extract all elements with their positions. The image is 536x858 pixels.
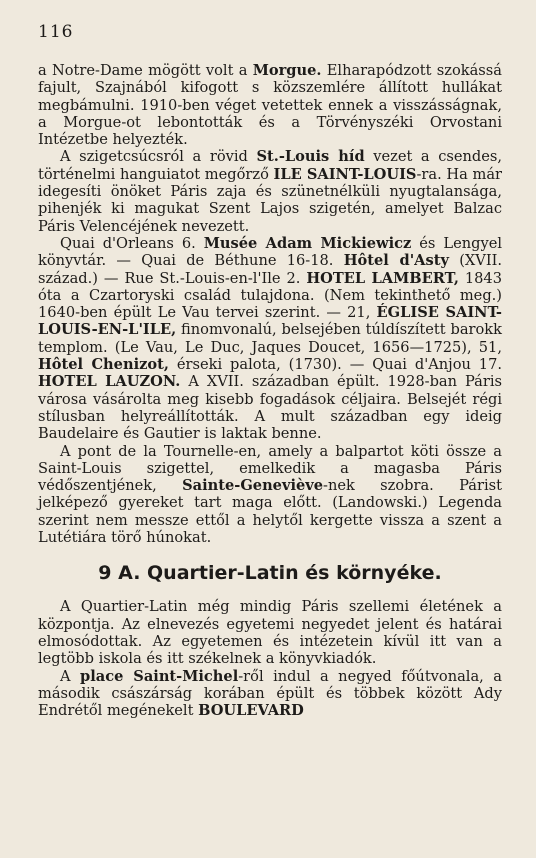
text-run: Quai d'Orleans 6.: [60, 234, 204, 252]
text-run: (XVII. század.) — Rue St.-Louis-en-l'Ile 2.: [38, 252, 502, 287]
text-after-heading: [38, 598, 502, 719]
bold-term: ILE SAINT-LOUIS: [273, 165, 417, 183]
text-run: a Notre-Dame mögött volt a: [38, 62, 253, 79]
text-run: -ről indul a negyed főútvonala, a második császárság korában épült és többek között Ady Endrétől megénekelt: [38, 667, 502, 720]
bold-term: St.-Louis híd: [256, 148, 365, 166]
text-before-heading: [38, 62, 502, 546]
text-run: A XVII. században épült. 1928-ban Páris városa vásárolta meg kisebb fogadások céljaira. Belsejét régi stílusban helyreállították. A mult században egy ideig Baudelaire és Gautier is laktak benne.: [38, 373, 502, 443]
bold-term: BOULEVARD: [198, 702, 304, 720]
bold-term: Morgue.: [252, 62, 322, 79]
page-number: 116: [38, 22, 74, 42]
text-run: finomvonalú, belsejében túldíszített barokk templom. (Le Vau, Le Duc, Jaques Doucet, 1656—1725), 51,: [38, 321, 502, 356]
paragraph-morgue: [38, 62, 502, 148]
text-run: -nek szobra. Párist jelképező gyereket tart maga előtt. (Landowski.) Legenda szerint nem messze ettől a helytől kergette vissza a szent a Lutétiára törő húnokat.: [38, 477, 502, 547]
paragraph-quartier-latin: [38, 598, 502, 667]
bold-term: ÉGLISE SAINT-LOUIS-EN-L'ILE,: [38, 304, 502, 339]
paragraph-place-saint-michel: [38, 668, 502, 720]
bold-term: Musée Adam Mickiewicz: [203, 234, 412, 252]
text-run: 1843 óta a Czartoryski család tulajdona. (Nem tekinthető meg.) 1640-ben épült Le Vau tervei szerint. — 21,: [38, 269, 502, 322]
text-run: -ra. Ha már idegesíti önöket Páris zaja és szünetnélküli nyugtalansága, pihenjék ki magukat Szent Lajos szigetén, amelyet Balzac Páris Velencéjének nevezett.: [38, 165, 503, 235]
text-run: vezet a csendes, történelmi hanguiatot megőrző: [38, 148, 503, 183]
text-run: A szigetcsúcsról a rövid: [60, 148, 257, 166]
text-run: A pont de la Tournelle-en, amely a balpartot köti össze a Saint-Louis szigettel, emelkedik a magasba Páris védőszentjének,: [38, 442, 502, 495]
bold-term: Hôtel d'Asty: [343, 252, 449, 270]
text-run: és Lengyel könyvtár. — Quai de Béthune 16-18.: [38, 234, 502, 270]
section-heading: 9 A. Quartier-Latin és környéke.: [98, 562, 442, 585]
bold-term: place Saint-Michel: [80, 667, 239, 685]
text-run: Elharapódzott szokássá fajult, Szajnából kifogott s közszemlére állított hullákat megbámulni. 1910-ben véget vetettek ennek a visszásságnak, a Morgue-ot lebontották és a Törvényszéki Orvostani Intézetbe helyezték.: [38, 62, 502, 149]
bold-term: Hôtel Chenizot,: [38, 356, 169, 374]
bold-term: HOTEL LAMBERT,: [306, 269, 459, 287]
bold-term: Sainte-Geneviève: [182, 477, 324, 495]
bold-term: HOTEL LAUZON.: [38, 373, 181, 391]
paragraph-quai-orleans: [38, 235, 502, 443]
text-run: A: [60, 667, 80, 685]
paragraph-ile-saint-louis: [38, 148, 502, 234]
text-run: érseki palota, (1730). — Quai d'Anjou 17.: [168, 356, 503, 374]
text-run: A Quartier-Latin még mindig Páris szellemi életének a központja. Az elnevezés egyetemi negyedet jelent és határai elmosódottak. Az egyetemen és intézetein kívül itt van a legtöbb iskola és itt székelnek a könyvkiadók.: [38, 598, 502, 668]
paragraph-pont-tournelle: [38, 443, 502, 547]
